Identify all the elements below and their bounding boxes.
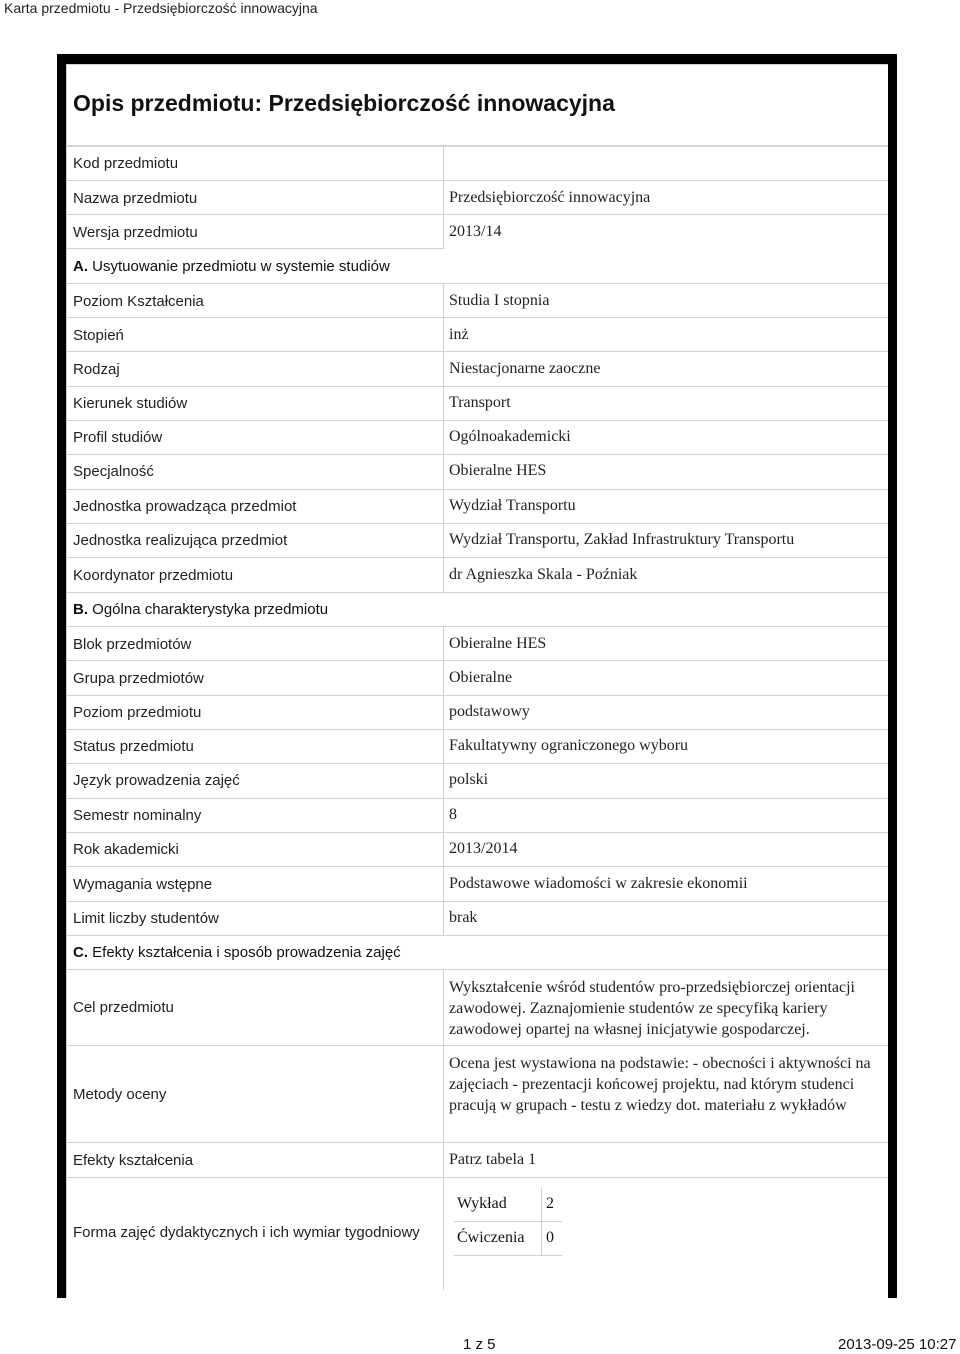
row-value-cell <box>444 661 888 696</box>
table-row-metody <box>66 1046 888 1143</box>
row-label: Wersja przedmiotu <box>73 224 198 241</box>
row-value: dr Agnieszka Skala - Poźniak <box>449 566 638 583</box>
table-row <box>66 730 888 764</box>
forma-hours: 0 <box>546 1229 554 1246</box>
row-value-cell <box>444 970 888 1046</box>
row-label: Cel przedmiotu <box>73 999 174 1016</box>
row-value: inż <box>449 326 469 343</box>
row-value: Wydział Transportu <box>449 497 576 514</box>
table-row-cel <box>66 970 888 1046</box>
forma-name-cell <box>454 1222 542 1256</box>
section-header-c <box>66 936 888 970</box>
forma-hours-table <box>454 1188 562 1256</box>
section-prefix: C. <box>73 944 93 961</box>
section-heading <box>73 258 390 275</box>
forma-row <box>454 1188 562 1222</box>
row-value-cell <box>444 318 888 352</box>
table-row <box>66 799 888 833</box>
row-label: Semestr nominalny <box>73 807 202 824</box>
table-row <box>66 867 888 902</box>
row-label: Stopień <box>73 327 124 344</box>
table-row <box>66 387 888 421</box>
table-row <box>66 421 888 455</box>
row-value: Ogólnoakademicki <box>449 428 571 445</box>
browser-window-title: Karta przedmiotu - Przedsiębiorczość innowacyjna <box>4 0 318 16</box>
row-value: Obieralne HES <box>449 462 547 479</box>
row-value-cell <box>444 799 888 833</box>
table-row <box>66 490 888 524</box>
row-label: Kod przedmiotu <box>73 155 179 172</box>
row-value-cell <box>444 902 888 936</box>
row-value: brak <box>449 909 478 926</box>
row-label: Forma zajęć dydaktycznych i ich wymiar tygodniowy <box>73 1224 420 1241</box>
row-value: 2013/2014 <box>449 840 518 857</box>
row-value: Podstawowe wiadomości w zakresie ekonomii <box>449 875 748 892</box>
forma-row <box>454 1222 562 1256</box>
table-row <box>66 558 888 593</box>
row-value: 2013/14 <box>449 223 502 240</box>
row-value-cell <box>444 696 888 730</box>
forma-hours: 2 <box>546 1195 554 1212</box>
row-label: Blok przedmiotów <box>73 636 192 653</box>
table-row <box>66 764 888 799</box>
row-label: Jednostka prowadząca przedmiot <box>73 498 297 515</box>
row-label: Jednostka realizująca przedmiot <box>73 532 288 549</box>
row-label-cell <box>66 455 444 490</box>
table-row-forma <box>66 1178 888 1290</box>
row-value: Fakultatywny ograniczonego wyboru <box>449 737 689 754</box>
row-value: polski <box>449 771 489 788</box>
table-row <box>66 318 888 352</box>
forma-hours-cell <box>542 1222 562 1256</box>
row-label: Grupa przedmiotów <box>73 670 204 687</box>
forma-name: Wykład <box>457 1195 507 1212</box>
forma-hours-cell <box>542 1188 562 1222</box>
row-label-cell <box>66 970 444 1046</box>
footer-page-number: 1 z 5 <box>463 1336 496 1353</box>
row-label: Specjalność <box>73 463 154 480</box>
table-row-efekty <box>66 1143 888 1178</box>
table-row <box>66 215 888 249</box>
row-label-cell <box>66 421 444 455</box>
row-label: Rodzaj <box>73 361 120 378</box>
row-label-cell <box>66 147 444 181</box>
row-label-cell <box>66 627 444 661</box>
table-row <box>66 696 888 730</box>
section-header-cell <box>66 936 888 970</box>
row-label-cell <box>66 524 444 558</box>
section-header-a <box>66 249 888 284</box>
row-label-cell <box>66 661 444 696</box>
row-value-cell <box>444 764 888 799</box>
footer-datetime: 2013-09-25 10:27 <box>838 1336 957 1353</box>
row-value-cell <box>444 558 888 593</box>
row-value-cell <box>444 421 888 455</box>
row-label-cell <box>66 558 444 593</box>
table-row <box>66 661 888 696</box>
section-prefix: B. <box>73 601 93 618</box>
row-label: Nazwa przedmiotu <box>73 190 198 207</box>
row-value: Obieralne <box>449 669 513 686</box>
row-label: Profil studiów <box>73 429 163 446</box>
row-value-cell <box>444 833 888 867</box>
row-value-cell <box>444 1143 888 1178</box>
section-prefix: A. <box>73 258 93 275</box>
section-header-cell <box>66 249 888 284</box>
row-label: Wymagania wstępne <box>73 876 213 893</box>
table-row <box>66 902 888 936</box>
row-value-cell <box>444 524 888 558</box>
row-value-cell <box>444 181 888 215</box>
forma-name: Ćwiczenia <box>457 1229 525 1246</box>
section-title: Ogólna charakterystyka przedmiotu <box>92 601 329 618</box>
row-value-cell <box>444 867 888 902</box>
row-label: Poziom przedmiotu <box>73 704 202 721</box>
row-value: Obieralne HES <box>449 635 547 652</box>
row-value: Transport <box>449 394 511 411</box>
row-label-cell <box>66 215 444 249</box>
row-value-cell <box>444 490 888 524</box>
table-row <box>66 284 888 318</box>
row-value: podstawowy <box>449 703 530 720</box>
row-value-cell <box>444 387 888 421</box>
row-label-cell <box>66 318 444 352</box>
row-label-cell <box>66 833 444 867</box>
row-label: Metody oceny <box>73 1086 167 1103</box>
row-label: Koordynator przedmiotu <box>73 567 234 584</box>
row-value: Wykształcenie wśród studentów pro-przedsiębiorczej orientacji zawodowej. Zaznajomienie studentów ze specyfiką kariery zawodowej opartej na własnej inicjatywie gospodarczej. <box>449 979 855 1038</box>
row-label-cell <box>66 799 444 833</box>
row-label-cell <box>66 867 444 902</box>
section-header-cell <box>66 593 888 627</box>
row-value: Przedsiębiorczość innowacyjna <box>449 189 651 206</box>
row-label: Efekty kształcenia <box>73 1152 194 1169</box>
table-row <box>66 833 888 867</box>
section-title: Efekty kształcenia i sposób prowadzenia zajęć <box>92 944 401 961</box>
table-row <box>66 147 888 181</box>
row-label: Status przedmiotu <box>73 738 194 755</box>
row-label-cell <box>66 1143 444 1178</box>
row-label-cell <box>66 387 444 421</box>
row-value: Patrz tabela 1 <box>449 1151 537 1168</box>
row-value-cell <box>444 455 888 490</box>
row-value-cell <box>444 147 888 181</box>
row-value: Studia I stopnia <box>449 292 550 309</box>
row-label-cell <box>66 730 444 764</box>
section-heading <box>73 601 328 618</box>
row-label: Poziom Kształcenia <box>73 293 204 310</box>
row-value-cell <box>444 352 888 387</box>
row-label-cell <box>66 352 444 387</box>
row-label-cell <box>66 696 444 730</box>
row-value: Wydział Transportu, Zakład Infrastruktury Transportu <box>449 531 795 548</box>
forma-name-cell <box>454 1188 542 1222</box>
row-label: Limit liczby studentów <box>73 910 219 927</box>
row-value-cell <box>444 1046 888 1143</box>
row-label-cell <box>66 764 444 799</box>
row-value-cell <box>444 1178 888 1290</box>
row-value-cell <box>444 627 888 661</box>
section-header-b <box>66 593 888 627</box>
row-value-cell <box>444 215 888 249</box>
section-title: Usytuowanie przedmiotu w systemie studiów <box>92 258 390 275</box>
table-row <box>66 524 888 558</box>
table-row <box>66 181 888 215</box>
row-label: Kierunek studiów <box>73 395 188 412</box>
row-label-cell <box>66 181 444 215</box>
row-label-cell <box>66 284 444 318</box>
row-label: Język prowadzenia zajęć <box>73 772 240 789</box>
table-row <box>66 627 888 661</box>
row-value: Ocena jest wystawiona na podstawie: - obecności i aktywności na zajęciach - prezentacji końcowej projektu, nad którym studenci pracują w grupach - testu z wiedzy dot. materiału z wykładów <box>449 1055 871 1114</box>
table-row <box>66 352 888 387</box>
row-label-cell <box>66 490 444 524</box>
table-row <box>66 455 888 490</box>
row-label: Rok akademicki <box>73 841 179 858</box>
row-label-cell <box>66 902 444 936</box>
row-value: 8 <box>449 806 457 823</box>
row-value-cell <box>444 284 888 318</box>
section-heading <box>73 944 401 961</box>
row-value-cell <box>444 730 888 764</box>
row-label-cell <box>66 1046 444 1143</box>
page-title: Opis przedmiotu: Przedsiębiorczość innowacyjna <box>73 90 615 116</box>
row-value: Niestacjonarne zaoczne <box>449 360 601 377</box>
row-label-cell <box>66 1178 444 1290</box>
